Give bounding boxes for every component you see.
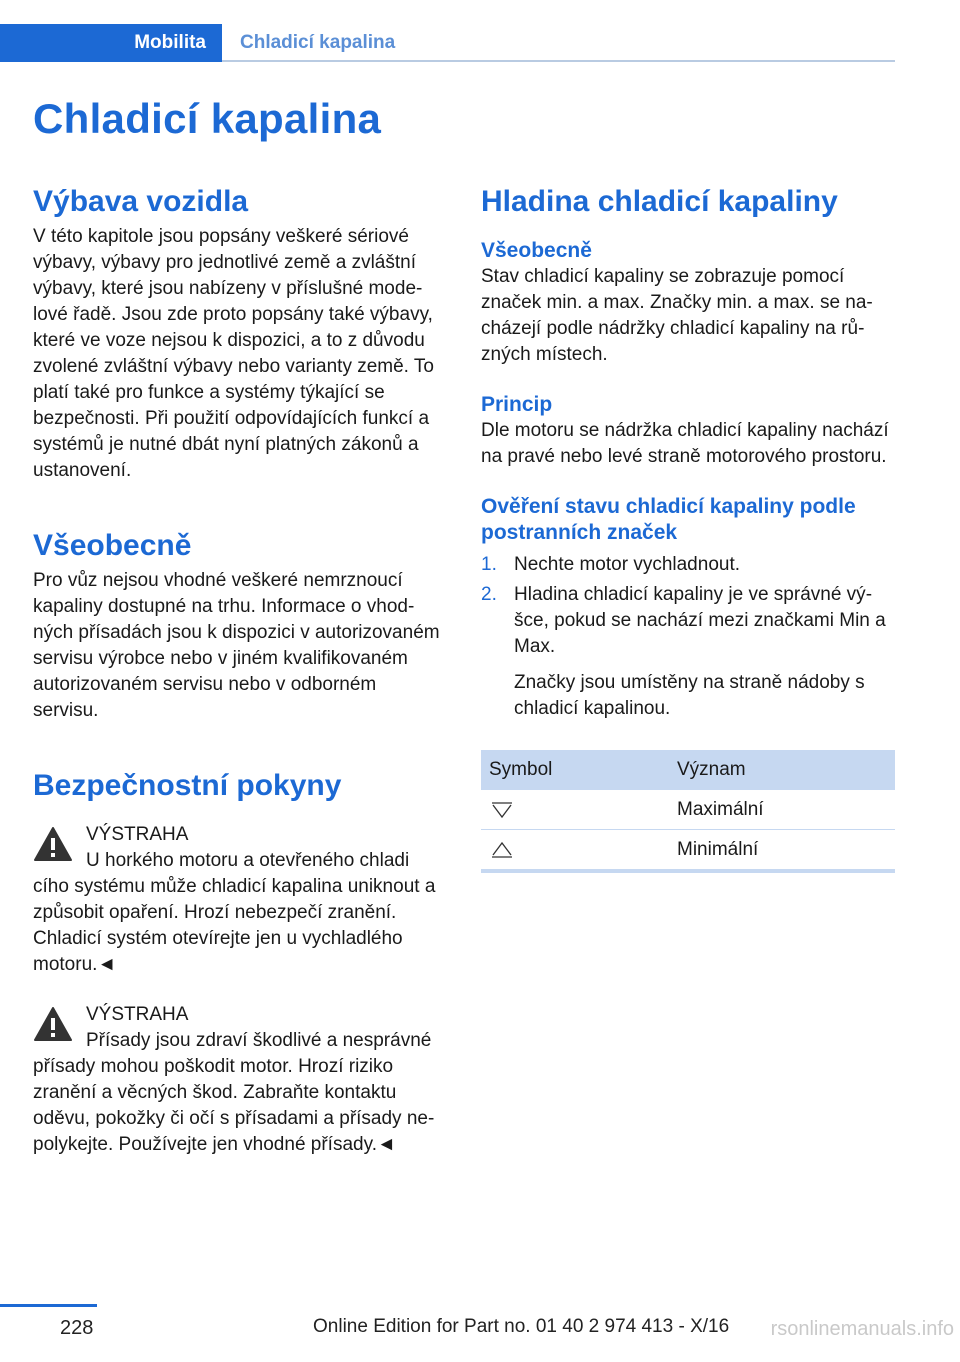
warning-text-intro: Přísady jsou zdraví škodlivé a nesprávné xyxy=(86,1030,432,1051)
watermark: rsonlinemanuals.info xyxy=(770,1318,954,1340)
header-divider xyxy=(222,60,895,62)
min-mark-icon xyxy=(491,841,513,859)
page-number: 228 xyxy=(60,1317,94,1339)
section-title-vseobecne: Všeobecně xyxy=(33,529,192,562)
subsection-title-vseobecne: Všeobecně xyxy=(481,239,592,262)
table-cell-meaning: Minimální xyxy=(669,830,895,872)
max-mark-icon xyxy=(491,801,513,819)
warning-triangle-icon xyxy=(33,1006,73,1042)
section-title-hladina: Hladina chladicí kapaliny xyxy=(481,185,838,218)
table-cell-meaning: Maximální xyxy=(669,790,895,830)
list-item xyxy=(481,582,895,722)
edition-text: Online Edition for Part no. 01 40 2 974 413 - X/16 xyxy=(313,1316,730,1337)
warning-heading: VÝSTRAHA xyxy=(86,1004,189,1025)
warning-text: přísady mohou poškodit motor. Hrozí riziko zranění a věcných škod. Zabraňte kontaktu oděvu, pokožky či očí s přísadami a přísady nepolykejte. Používejte jen vhodné přísady.◄ xyxy=(33,1056,435,1155)
page-title: Chladicí kapalina xyxy=(33,95,382,142)
table-header-symbol: Symbol xyxy=(481,750,669,790)
table-row xyxy=(481,790,895,830)
warning-heading: VÝSTRAHA xyxy=(86,824,189,845)
step-note: Značky jsou umístěny na straně nádoby s chladicí kapalinou. xyxy=(514,672,865,719)
table-header-meaning: Význam xyxy=(669,750,895,790)
step-text: Hladina chladicí kapaliny je ve správné výšce, pokud se nachází mezi značkami Min a Max. xyxy=(514,584,886,657)
symbol-table xyxy=(481,750,895,873)
subsection-title-overeni: Ověření stavu chladicí kapaliny podle postranních značek xyxy=(481,495,856,544)
step-number: 2. xyxy=(481,584,497,605)
table-header-row xyxy=(481,750,895,790)
table-cell-symbol xyxy=(481,790,669,830)
warning-triangle-icon xyxy=(33,826,73,862)
steps-list xyxy=(481,552,895,722)
header-tab-current[interactable]: Chladicí kapalina xyxy=(240,32,396,53)
warning-block-2 xyxy=(33,1002,445,1158)
step-text: Nechte motor vychladnout. xyxy=(514,554,741,575)
section-title-bezpecnost: Bezpečnostní pokyny xyxy=(33,769,342,802)
warning-block-1 xyxy=(33,822,445,978)
footer-divider xyxy=(0,1304,97,1307)
section-text-vybava: V této kapitole jsou popsány veškeré sériové výbavy, výbavy pro jednotlivé země a zvláštní výbavy, které jsou nabízeny v příslušné modelové řadě. Jsou zde proto popsány také výbavy, které ve voze nejsou k dispozici, a to z důvodu zvolené zvláštní výbavy nebo varianty země. To platí také pro funkce a systémy týkající se bezpečnosti. Při použití odpovídajících funkcí a systémů je nutné dbát nyní platných zákonů a ustanovení. xyxy=(33,226,434,481)
right-column xyxy=(481,180,895,873)
table-cell-symbol xyxy=(481,830,669,872)
left-column xyxy=(33,180,445,1158)
header-tab-mobilita-label: Mobilita xyxy=(134,32,206,53)
warning-text: cího systému může chladicí kapalina uniknout a způsobit opaření. Hrozí nebezpečí zranění. Chladicí systém otevírejte jen u vychladlého motoru.◄ xyxy=(33,876,436,975)
section-title-vybava: Výbava vozidla xyxy=(33,185,249,218)
warning-text-intro: U horkého motoru a otevřeného chladi xyxy=(86,850,410,871)
header-tab-mobilita[interactable] xyxy=(0,24,222,62)
table-row xyxy=(481,830,895,872)
section-text-vseobecne: Pro vůz nejsou vhodné veškeré nemrznoucí kapaliny dostupné na trhu. Informace o vhodných přísadách jsou k dispozici v autorizovaném servisu výrobce nebo v jiném kvalifikovaném autorizovaném servisu nebo v odborném servisu. xyxy=(33,570,440,721)
step-number: 1. xyxy=(481,554,497,575)
list-item xyxy=(481,552,895,578)
subsection-text-vseobecne: Stav chladicí kapaliny se zobrazuje pomocí značek min. a max. Značky min. a max. se nacházejí podle nádržky chladicí kapaliny na různých místech. xyxy=(481,266,873,365)
subsection-title-princip: Princip xyxy=(481,393,553,416)
subsection-text-princip: Dle motoru se nádržka chladicí kapaliny nachází na pravé nebo levé straně motorového prostoru. xyxy=(481,420,889,467)
